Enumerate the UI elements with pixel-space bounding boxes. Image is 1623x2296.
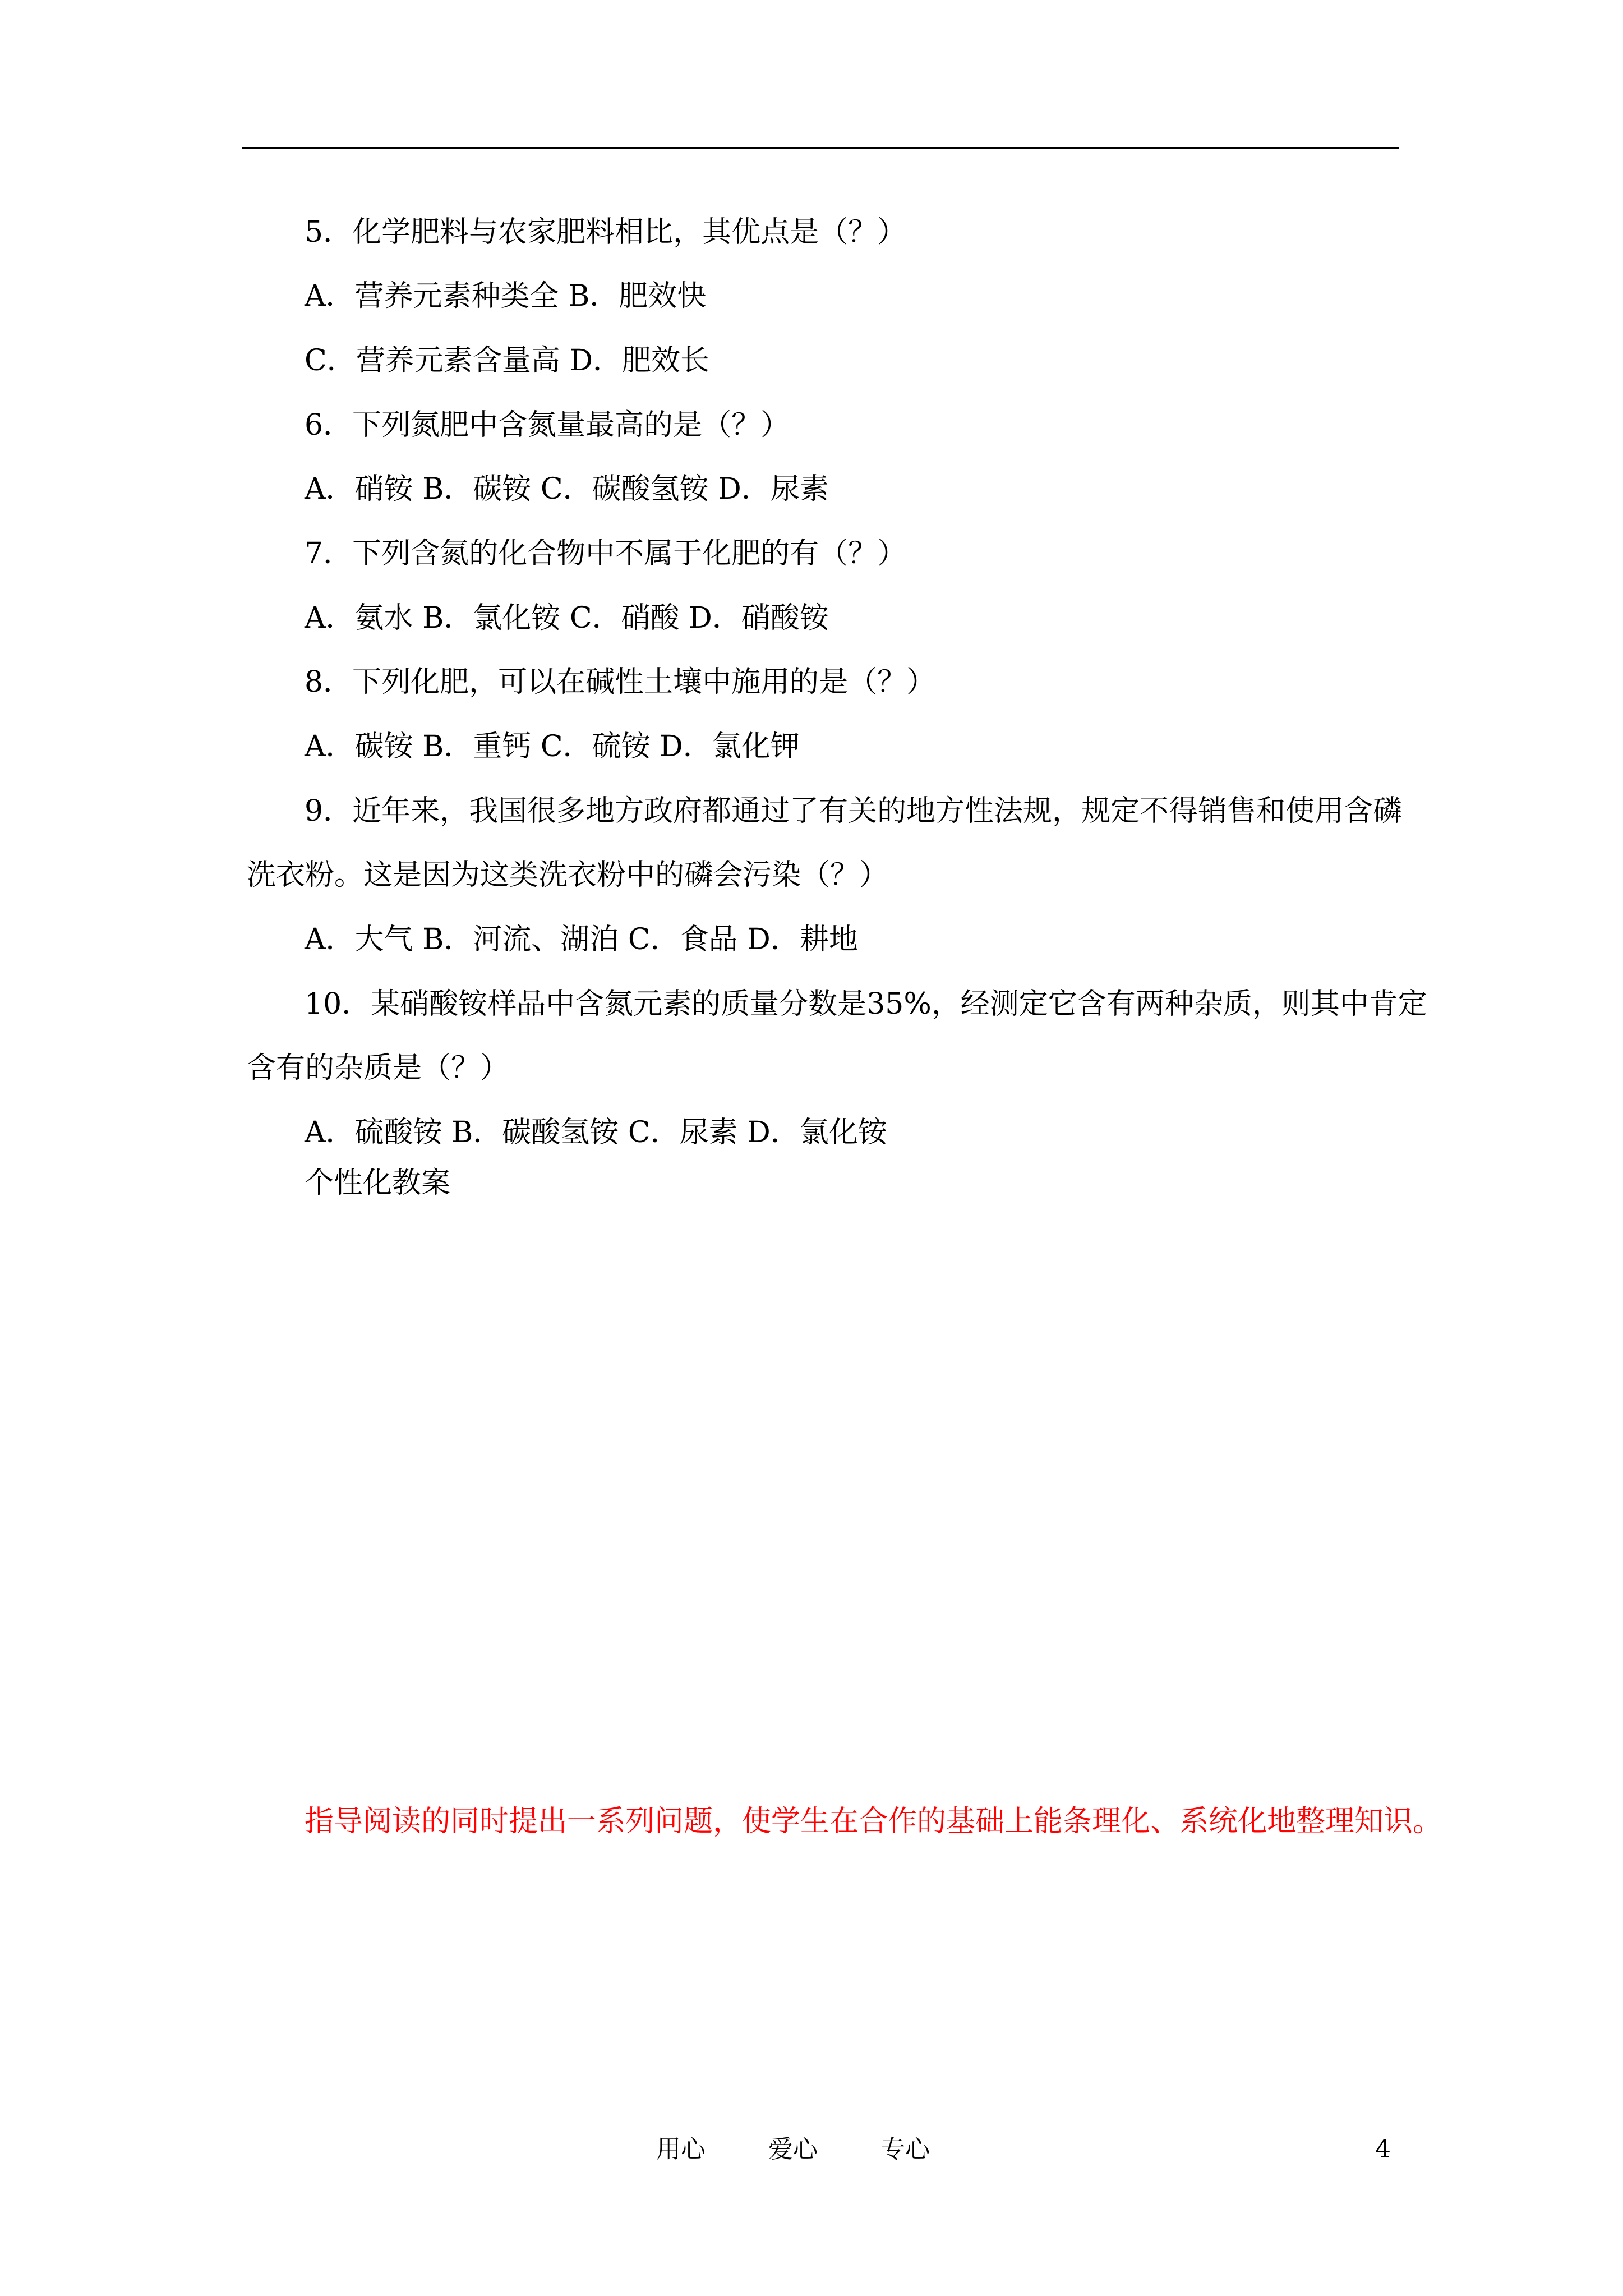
question-6-stem: 6．下列氮肥中含氮量最高的是（？） <box>305 408 790 442</box>
footer-motto-2: 爱心 <box>768 2135 818 2164</box>
page-number: 4 <box>1375 2135 1391 2164</box>
footer-motto-1: 用心 <box>656 2135 706 2164</box>
header-rule <box>242 147 1399 149</box>
question-5-options-line-1: A．营养元素种类全 B．肥效快 <box>305 279 707 313</box>
footer-motto-3: 专心 <box>880 2135 930 2164</box>
section-label: 个性化教案 <box>305 1166 451 1200</box>
question-10-stem-line-2: 含有的杂质是（？） <box>247 1051 510 1085</box>
question-8-options: A．碳铵 B．重钙 C．硫铵 D．氯化钾 <box>305 730 800 763</box>
question-8-stem: 8．下列化肥，可以在碱性土壤中施用的是（？） <box>305 665 936 699</box>
question-9-stem-line-1: 9．近年来，我国很多地方政府都通过了有关的地方性法规，规定不得销售和使用含磷 <box>305 794 1403 828</box>
question-10-stem-line-1: 10．某硝酸铵样品中含氮元素的质量分数是35%，经测定它含有两种杂质，则其中肯定 <box>305 987 1427 1021</box>
question-10-options: A．硫酸铵 B．碳酸氢铵 C．尿素 D．氯化铵 <box>305 1116 887 1149</box>
teacher-note: 指导阅读的同时提出一系列问题，使学生在合作的基础上能条理化、系统化地整理知识。 <box>305 1805 1442 1838</box>
question-7-options: A．氨水 B．氯化铵 C．硝酸 D．硝酸铵 <box>305 601 829 635</box>
question-5-options-line-2: C．营养元素含量高 D．肥效长 <box>305 344 710 378</box>
question-9-stem-line-2: 洗衣粉。这是因为这类洗衣粉中的磷会污染（？） <box>247 858 889 892</box>
question-7-stem: 7．下列含氮的化合物中不属于化肥的有（？） <box>305 537 907 570</box>
question-6-options: A．硝铵 B．碳铵 C．碳酸氢铵 D．尿素 <box>305 472 829 506</box>
question-9-options: A．大气 B．河流、湖泊 C．食品 D．耕地 <box>305 923 858 956</box>
question-5-stem: 5．化学肥料与农家肥料相比，其优点是（？） <box>305 215 907 249</box>
